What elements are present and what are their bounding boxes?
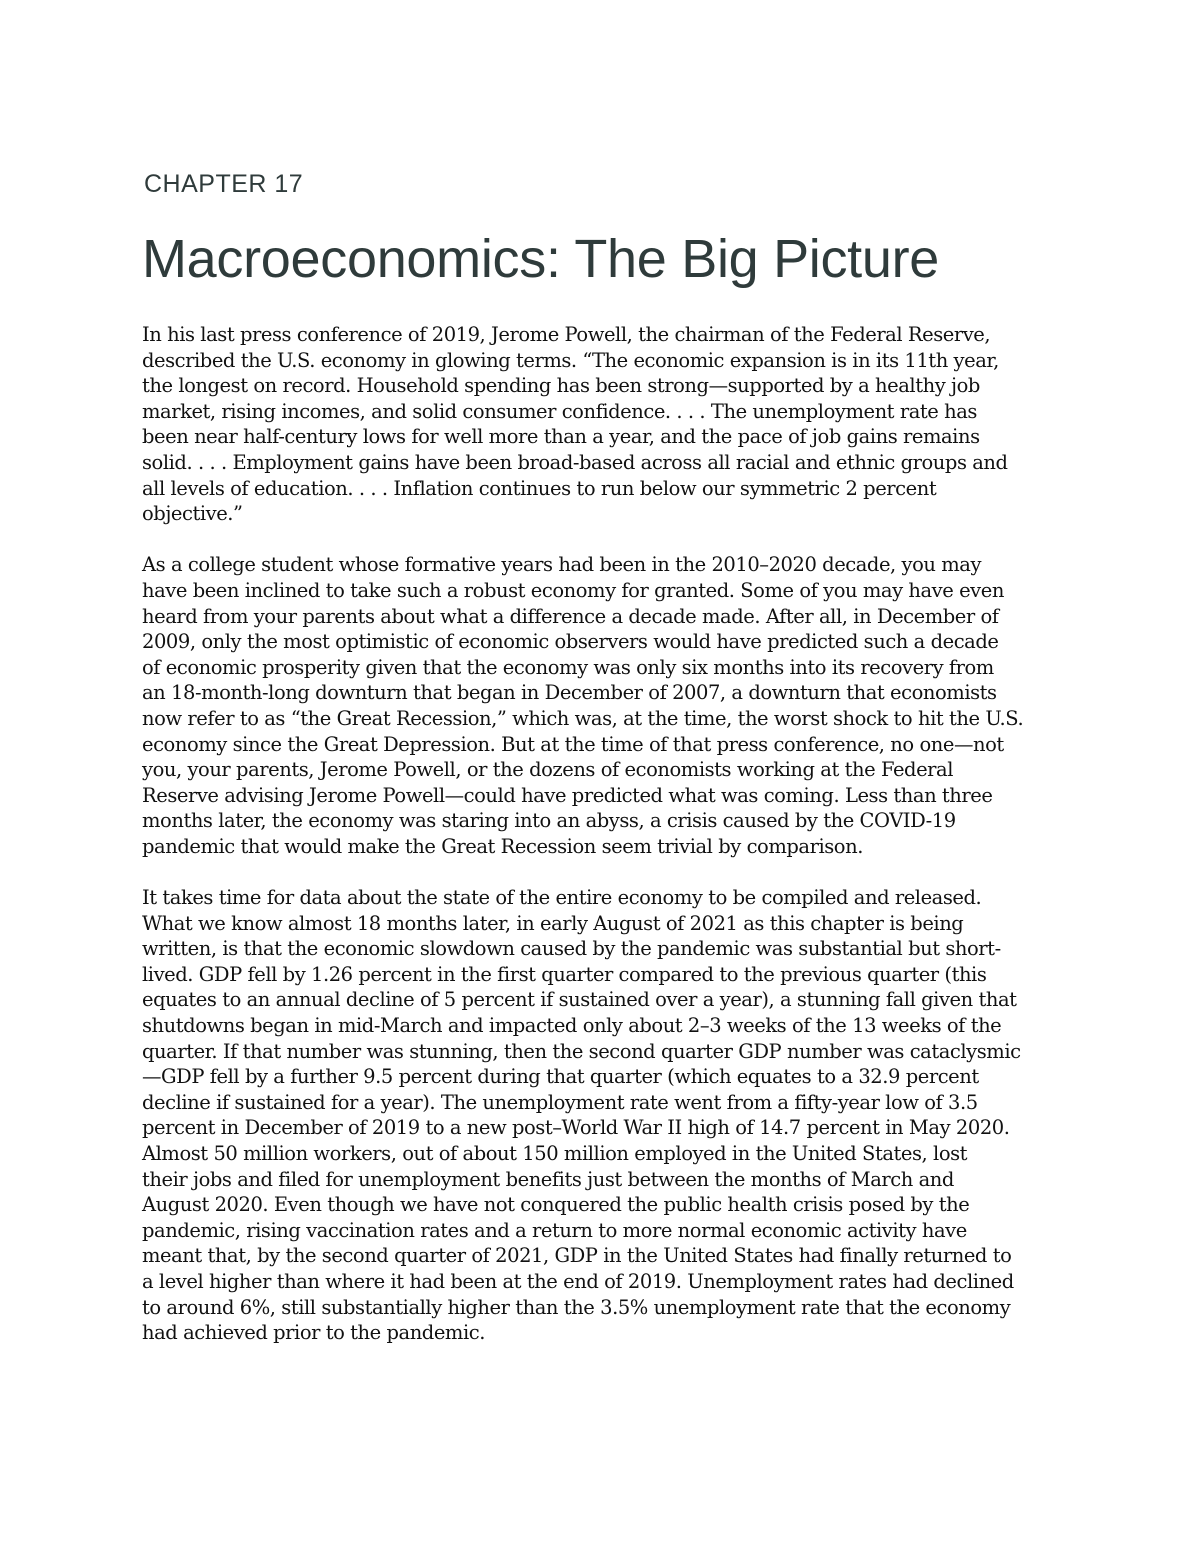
chapter-label: CHAPTER 17: [144, 170, 304, 198]
text-line: all levels of education. . . . Inflation continues to run below our symmetric 2 percent: [142, 476, 937, 500]
text-line: had achieved prior to the pandemic.: [142, 1321, 485, 1345]
text-line: months later, the economy was staring into an abyss, a crisis caused by the COVID-19: [142, 809, 956, 833]
text-line: percent in December of 2019 to a new post–World War II high of 14.7 percent in May 2020.: [142, 1116, 1010, 1140]
text-line: What we know almost 18 months later, in early August of 2021 as this chapter is being: [142, 911, 964, 935]
text-line: an 18-month-long downturn that began in December of 2007, a downturn that economists: [142, 681, 997, 705]
text-line: to around 6%, still substantially higher than the 3.5% unemployment rate that the economy: [142, 1295, 1011, 1319]
text-line: decline if sustained for a year). The unemployment rate went from a fifty-year low of 3.5: [142, 1090, 978, 1114]
text-line: have been inclined to take such a robust economy for granted. Some of you may have even: [142, 578, 1004, 602]
text-line: objective.”: [142, 502, 243, 526]
text-line: 2009, only the most optimistic of economic observers would have predicted such a decade: [142, 630, 999, 654]
text-line: —GDP fell by a further 9.5 percent during that quarter (which equates to a 32.9 percent: [142, 1065, 979, 1089]
text-line: you, your parents, Jerome Powell, or the dozens of economists working at the Federal: [142, 758, 954, 782]
text-line: described the U.S. economy in glowing terms. “The economic expansion is in its 11th year,: [142, 348, 999, 372]
chapter-title: Macroeconomics: The Big Picture: [142, 229, 940, 289]
text-line: heard from your parents about what a difference a decade made. After all, in December of: [142, 604, 999, 628]
text-line: the longest on record. Household spending has been strong—supported by a healthy job: [142, 374, 980, 398]
text-line: lived. GDP fell by 1.26 percent in the first quarter compared to the previous quarter (this: [142, 962, 987, 986]
chapter-body: [142, 322, 1072, 1371]
text-line: pandemic, rising vaccination rates and a return to more normal economic activity have: [142, 1218, 967, 1242]
text-line: of economic prosperity given that the economy was only six months into its recovery from: [142, 655, 994, 679]
text-line: It takes time for data about the state of the entire economy to be compiled and released.: [142, 886, 982, 910]
text-line: meant that, by the second quarter of 2021, GDP in the United States had finally returned to: [142, 1244, 1012, 1268]
text-line: pandemic that would make the Great Recession seem trivial by comparison.: [142, 834, 863, 858]
text-line: solid. . . . Employment gains have been broad-based across all racial and ethnic groups and: [142, 450, 1008, 474]
text-line: written, is that the economic slowdown caused by the pandemic was substantial but short-: [142, 937, 1001, 961]
text-line: a level higher than where it had been at the end of 2019. Unemployment rates had declined: [142, 1269, 1014, 1293]
paragraph-powell-quote: [142, 322, 1072, 527]
text-line: equates to an annual decline of 5 percent if sustained over a year), a stunning fall given that: [142, 988, 1017, 1012]
text-line: shutdowns began in mid-March and impacted only about 2–3 weeks of the 13 weeks of the: [142, 1014, 1002, 1038]
paragraph-pandemic-data: [142, 885, 1072, 1346]
text-line: As a college student whose formative years had been in the 2010–2020 decade, you may: [142, 553, 982, 577]
paragraph-great-recession: [142, 552, 1072, 859]
text-line: In his last press conference of 2019, Jerome Powell, the chairman of the Federal Reserve,: [142, 323, 991, 346]
text-line: quarter. If that number was stunning, then the second quarter GDP number was cataclysmic: [142, 1039, 1021, 1063]
text-line: economy since the Great Depression. But at the time of that press conference, no one—not: [142, 732, 1004, 756]
text-line: now refer to as “the Great Recession,” which was, at the time, the worst shock to hit the U.S.: [142, 706, 1024, 730]
text-line: Almost 50 million workers, out of about 150 million employed in the United States, lost: [142, 1142, 968, 1165]
text-line: been near half-century lows for well more than a year, and the pace of job gains remains: [142, 425, 980, 449]
text-line: Reserve advising Jerome Powell—could have predicted what was coming. Less than three: [142, 783, 993, 807]
text-line: August 2020. Even though we have not conquered the public health crisis posed by the: [142, 1193, 970, 1217]
text-line: market, rising incomes, and solid consumer confidence. . . . The unemployment rate has: [142, 399, 977, 423]
text-line: their jobs and filed for unemployment benefits just between the months of March and: [142, 1167, 954, 1191]
